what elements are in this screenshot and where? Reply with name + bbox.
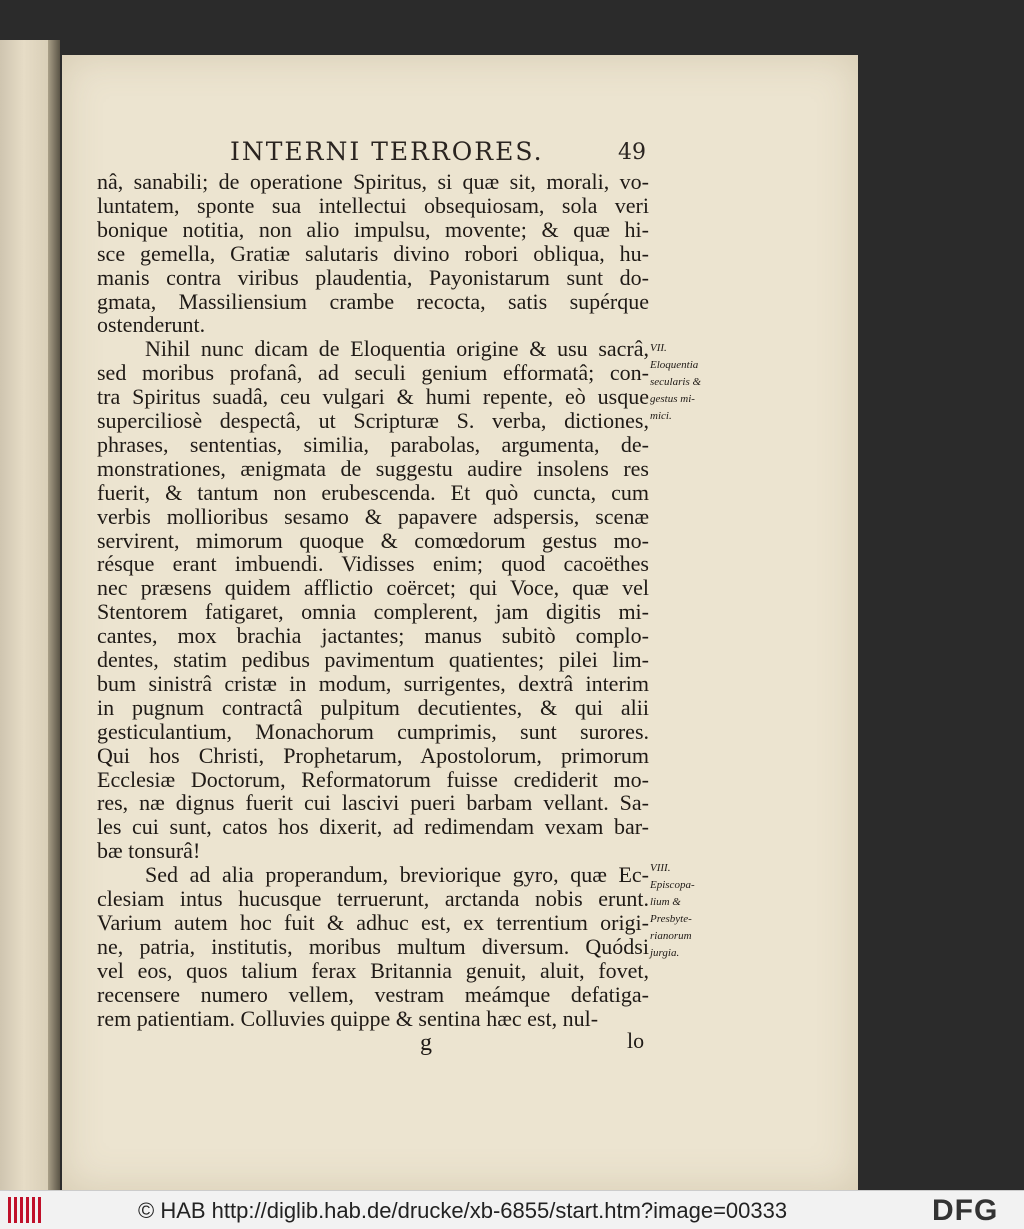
- copyright-url[interactable]: © HAB http://diglib.hab.de/drucke/xb-6855/start.htm?image=00333: [138, 1198, 788, 1223]
- text-line: verbis mollioribus sesamo & papavere adspersis, scenæ: [97, 504, 649, 529]
- text-line: luntatem, sponte sua intellectui obsequiosam, sola veri: [97, 193, 649, 218]
- text-line: fuerit, & tantum non erubescenda. Et quò cuncta, cum: [97, 480, 649, 505]
- marginal-note-line: Episcopa-: [650, 879, 695, 891]
- marginal-note-line: jurgia.: [650, 947, 680, 959]
- text-line: manis contra viribus plaudentia, Payonistarum sunt do-: [97, 265, 649, 290]
- text-line: bum sinistrâ cristæ in modum, surrigentes, dextrâ interim: [97, 671, 649, 696]
- dfg-logo: DFG: [932, 1194, 999, 1227]
- text-line: Ecclesiæ Doctorum, Reformatorum fuisse crediderit mo-: [97, 767, 649, 792]
- marginal-note-line: VII.: [650, 342, 667, 354]
- text-line: résque erant imbuendi. Vidisses enim; quod cacoëthes: [97, 552, 649, 577]
- text-line: Stentorem fatigaret, omnia complerent, jam digitis mi-: [97, 600, 649, 625]
- text-line: cantes, mox brachia jactantes; manus subitò complo-: [97, 624, 649, 649]
- text-line: ostenderunt.: [97, 313, 206, 338]
- catchword: lo: [627, 1028, 645, 1053]
- text-line: bæ tonsurâ!: [97, 839, 201, 864]
- text-line: bonique notitia, non alio impulsu, movente; & quæ hi-: [97, 217, 649, 242]
- text-line: Qui hos Christi, Prophetarum, Apostolorum, primorum: [97, 743, 649, 768]
- page-number: 49: [618, 140, 646, 165]
- text-line: superciliosè despectâ, ut Scripturæ S. verba, dictiones,: [97, 409, 649, 433]
- text-line: rem patientiam. Colluvies quippe & sentina hæc est, nul-: [97, 1006, 599, 1031]
- marginal-note-line: Presbyte-: [650, 913, 692, 925]
- text-line: dentes, statim pedibus pavimentum quatientes; pilei lim-: [97, 648, 649, 672]
- marginal-note-line: gestus mi-: [650, 393, 695, 405]
- text-line: Nihil nunc dicam de Eloquentia origine & usu sacrâ,: [145, 337, 649, 362]
- text-line: clesiam intus hucusque terruerunt, arctanda nobis erunt.: [97, 887, 649, 911]
- text-line: phrases, sententias, similia, parabolas, argumenta, de-: [97, 432, 649, 457]
- text-line: in pugnum contractâ pulpitum decutientes, & qui alii: [97, 695, 649, 720]
- text-line: gesticulantium, Monachorum cumprimis, sunt surores.: [97, 719, 649, 744]
- marginal-note-line: VIII.: [650, 862, 671, 874]
- signature-mark: g: [420, 1030, 432, 1056]
- marginal-note-line: rianorum: [650, 930, 692, 942]
- marginal-note-line: Eloquentia: [650, 359, 699, 371]
- text-line: sed moribus profanâ, ad seculi genium efformatâ; con-: [97, 361, 649, 386]
- book-gutter: [48, 40, 60, 1190]
- marginal-note-line: lium &: [650, 896, 681, 908]
- marginal-note-line: mici.: [650, 410, 672, 422]
- text-line: Varium autem hoc fuit & adhuc est, ex terrentium origi-: [97, 910, 649, 935]
- text-line: ne, patria, institutis, moribus multum diversum. Quódsi: [97, 934, 649, 959]
- text-line: recensere numero vellem, vestram meámque defatiga-: [97, 982, 649, 1007]
- text-line: gmata, Massiliensium crambe recocta, satis supérque: [97, 289, 649, 314]
- text-line: nâ, sanabili; de operatione Spiritus, si quæ sit, morali, vo-: [97, 170, 649, 194]
- text-line: Sed ad alia properandum, breviorique gyro, quæ Ec-: [145, 863, 649, 888]
- text-line: monstrationes, ænigmata de suggestu audire insolens res: [97, 456, 649, 481]
- text-line: vel eos, quos talium ferax Britannia genuit, aluit, fovet,: [97, 958, 649, 983]
- text-line: sce gemella, Gratiæ salutaris divino robori obliqua, hu-: [97, 241, 649, 266]
- text-line: les cui sunt, catos hos dixerit, ad redimendam vexam bar-: [97, 815, 649, 840]
- running-head: INTERNI TERRORES.: [230, 137, 544, 166]
- text-line: servirent, mimorum quoque & comœdorum gestus mo-: [97, 528, 649, 553]
- text-line: res, næ dignus fuerit cui lascivi pueri barbam vellant. Sa-: [97, 791, 649, 816]
- text-line: tra Spiritus suadâ, ceu vulgari & humi repente, eò usque: [97, 385, 649, 410]
- marginal-note-line: secularis &: [650, 376, 702, 388]
- hab-logo-icon: [8, 1197, 44, 1223]
- text-line: nec præsens quidem afflictio coërcet; qui Voce, quæ vel: [97, 576, 649, 601]
- footer-bar: [0, 1190, 1024, 1229]
